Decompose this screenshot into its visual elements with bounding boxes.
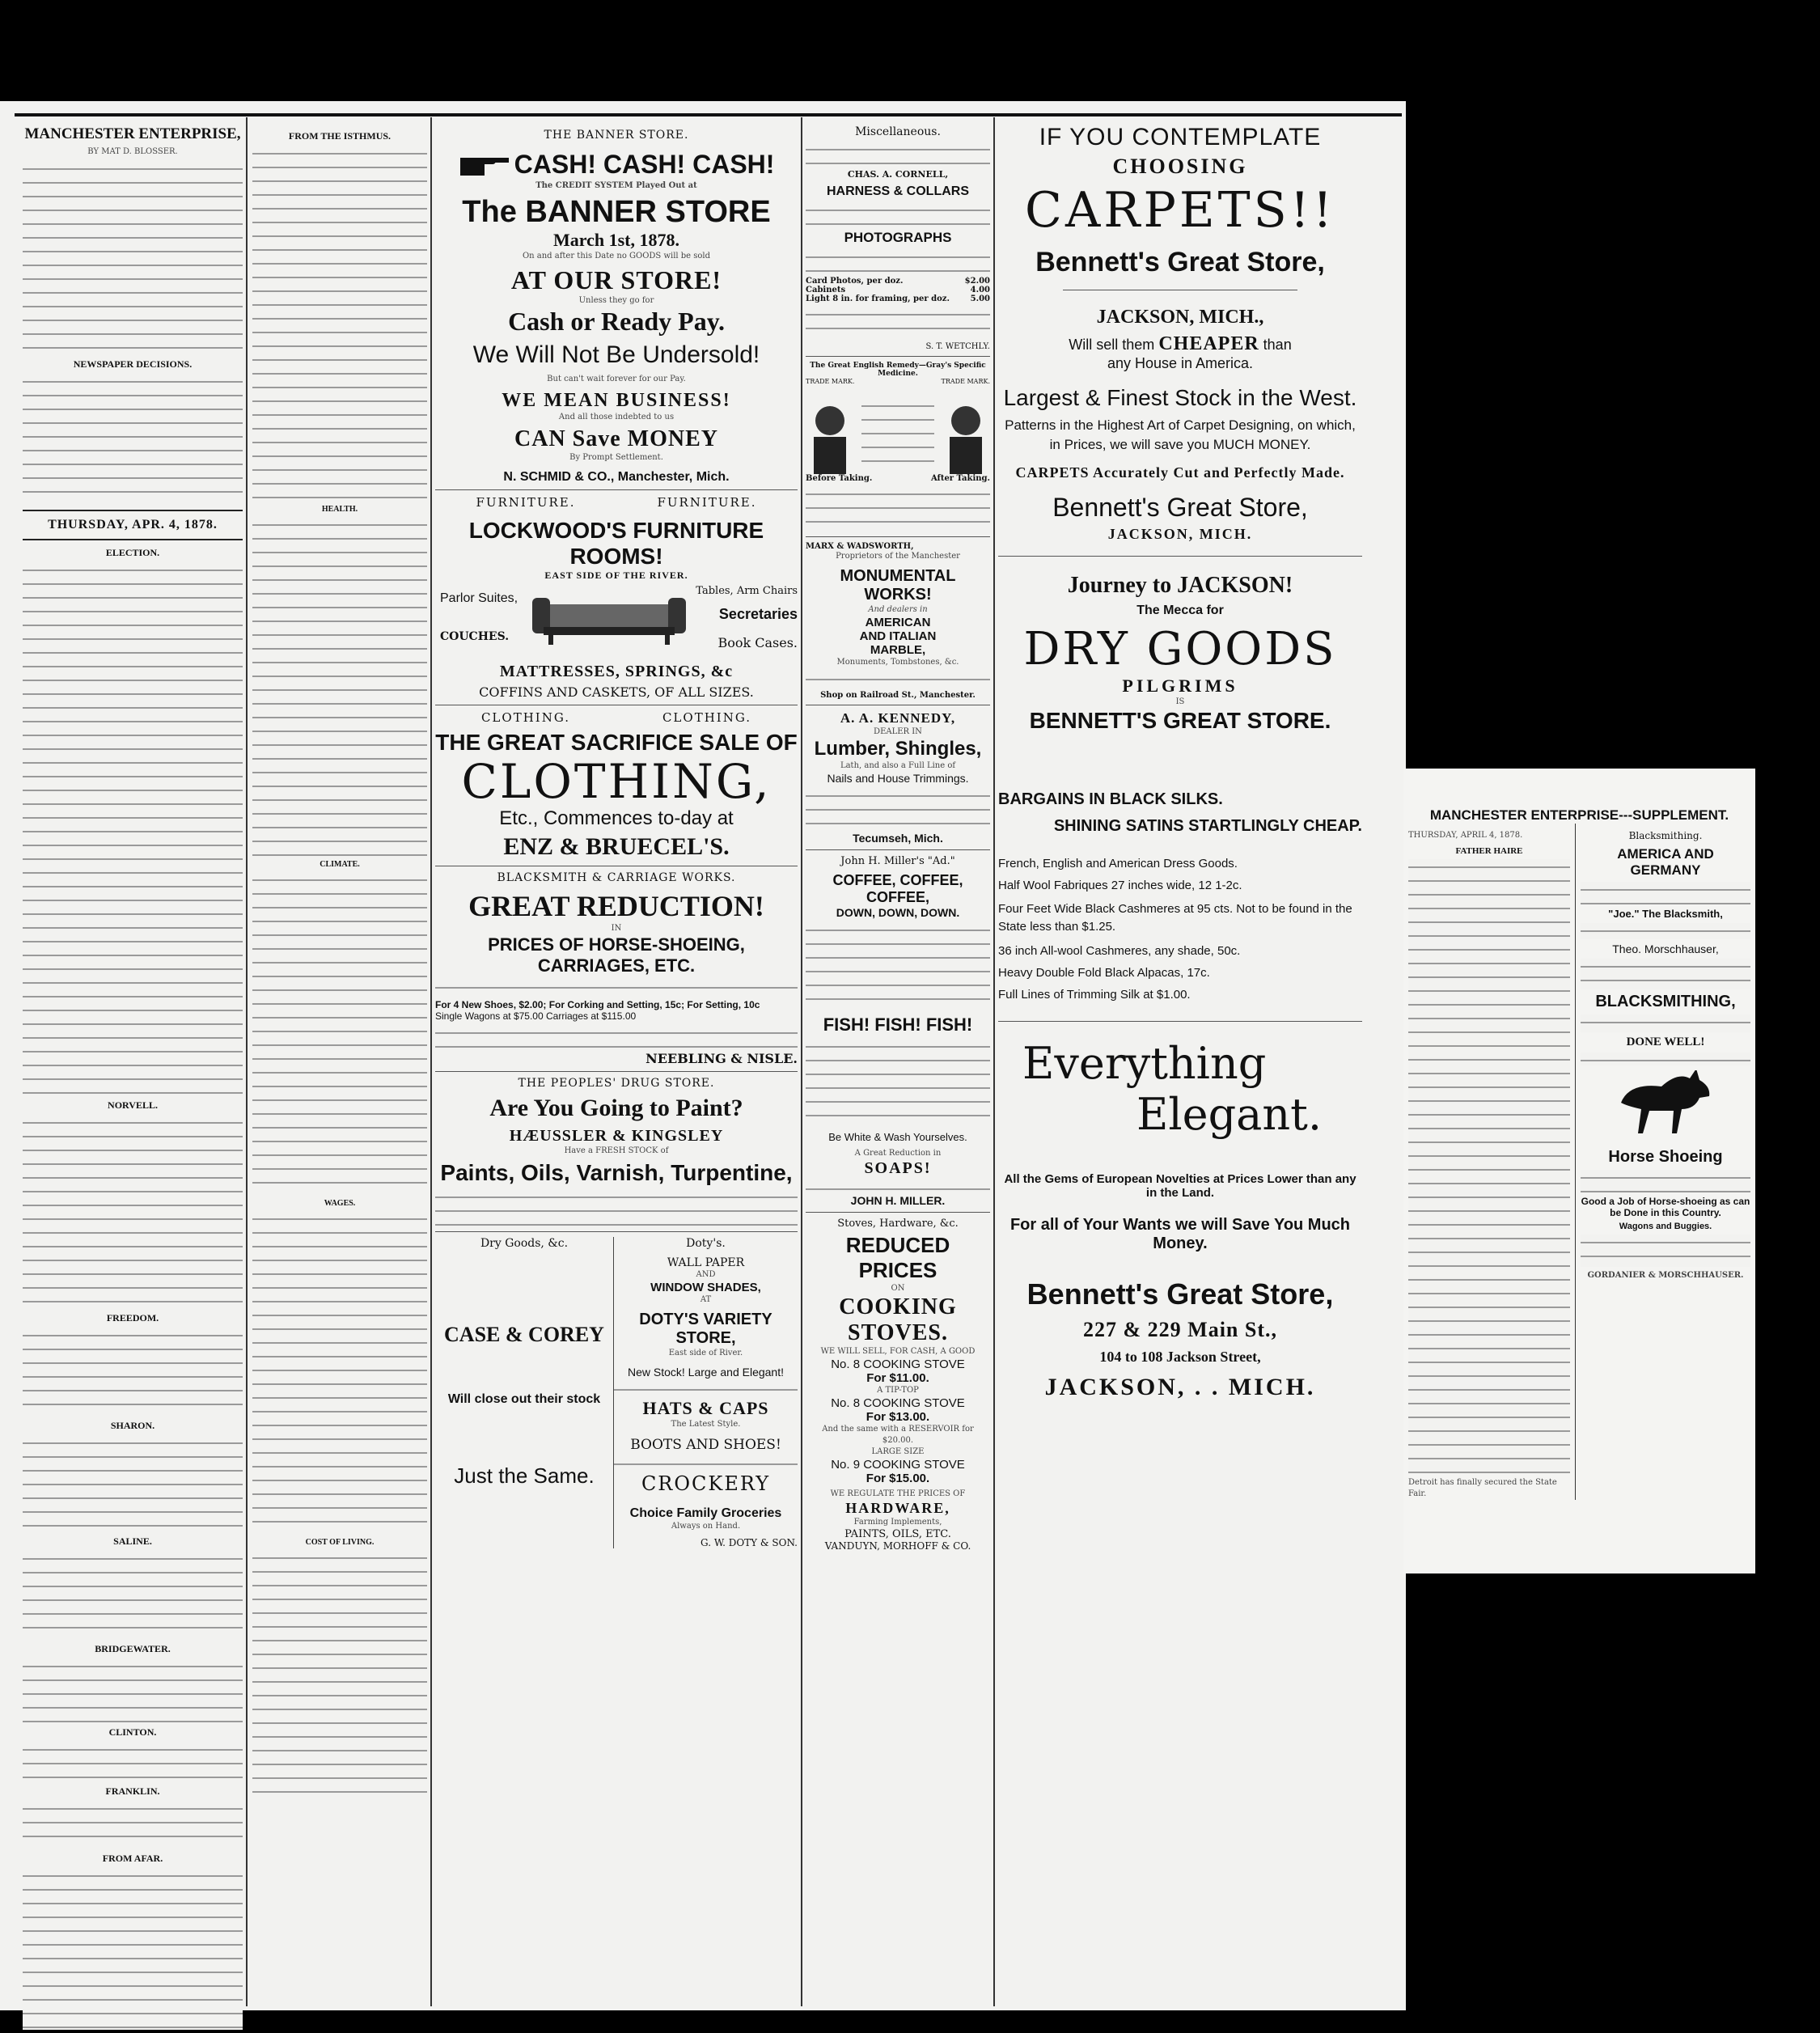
ad-text: BOOTS AND SHOES! (630, 1437, 781, 1453)
ad-headline: AMERICA AND GERMANY (1617, 846, 1714, 878)
ad-text: Will sell them (1069, 337, 1155, 353)
text-block (1408, 859, 1570, 1474)
ad-text: Patterns in the Highest Art of Carpet Designing, on which, in Prices, we will save you MUCH MONEY. (1005, 417, 1356, 452)
section-heading: CLIMATE. (320, 860, 360, 869)
ad-heading: THE BANNER STORE. (544, 129, 689, 142)
store-name: Bennett's Great Store, (1035, 247, 1325, 277)
ad-headline: AT OUR STORE! (510, 265, 722, 294)
ad-text: Secretaries (718, 606, 798, 622)
ad-text: Be White & Wash Yourselves. (828, 1131, 967, 1143)
ad-text: than (1263, 337, 1292, 353)
divider (806, 849, 990, 850)
ad-signature: A. A. KENNEDY, (840, 710, 956, 726)
section-heading: SHARON. (110, 1420, 155, 1431)
section-heading: FREEDOM. (106, 1312, 159, 1324)
ad-signature: VANDUYN, MORHOFF & CO. (824, 1540, 971, 1552)
section-heading: Stoves, Hardware, &c. (837, 1218, 959, 1230)
text-block (806, 249, 990, 273)
ad-signature: N. SCHMID & CO., Manchester, Mich. (503, 470, 730, 484)
ad-text: "Joe." The Blacksmith, (1608, 908, 1723, 920)
ad-text: Monuments, Tombstones, &c. (836, 658, 959, 667)
divider (23, 510, 243, 511)
ad-text: Wagons and Buggies. (1619, 1222, 1712, 1231)
ad-text: AMERICAN (865, 616, 931, 629)
price-value: 5.00 (970, 294, 990, 303)
top-rule (15, 113, 1402, 116)
ad-headline: GREAT REDUCTION! (468, 890, 764, 922)
ad-address: 104 to 108 Jackson Street, (1099, 1349, 1261, 1365)
portrait-before-icon (806, 401, 854, 474)
text-block (1581, 959, 1750, 989)
ad-price: For $13.00. (866, 1410, 930, 1424)
text-block (252, 872, 427, 1196)
ad-signature: G. W. DOTY & SON. (700, 1537, 798, 1548)
ad-text: Shop on Railroad St., Manchester. (820, 691, 976, 700)
ad-signature: NEEBLING & NISLE. (645, 1051, 798, 1066)
text-block (23, 1742, 243, 1782)
ad-text: Farming Implements, (853, 1518, 942, 1527)
ad-location: JACKSON, . . MICH. (1044, 1374, 1316, 1400)
ad-text: Parlor Suites, (440, 591, 518, 605)
divider (806, 356, 990, 357)
date-line: THURSDAY, APRIL 4, 1878. (1408, 831, 1523, 840)
ad-text: The CREDIT SYSTEM Played Out at (535, 181, 697, 190)
section-heading: John H. Miller's "Ad." (840, 855, 955, 867)
ad-headline: DOWN, DOWN, DOWN. (836, 906, 960, 919)
ad-text: Full Lines of Trimming Silk at $1.00. (998, 988, 1191, 1002)
section-heading: BLACKSMITH & CARRIAGE WORKS. (497, 871, 736, 884)
ad-headline: MATTRESSES, SPRINGS, &c (499, 663, 734, 680)
caption: After Taking. (930, 474, 990, 483)
store-name: BENNETT'S GREAT STORE. (1029, 708, 1331, 733)
text-block (806, 486, 990, 532)
ad-signature: ENZ & BRUECEL'S. (503, 833, 730, 860)
ad-headline: MONUMENTAL WORKS! (840, 567, 956, 604)
text-block (23, 374, 243, 503)
ad-headline: COOKING (839, 1294, 957, 1319)
cash-headline: CASH! CASH! CASH! (514, 150, 775, 179)
section-heading: COST OF LIVING. (305, 1538, 375, 1547)
ad-text: And dealers in (868, 605, 928, 614)
text-block (252, 146, 427, 502)
ad-headline: Just the Same. (454, 1463, 595, 1488)
news-item: Detroit has finally secured the State Fair. (1408, 1478, 1557, 1498)
section-heading: CLOTHING. (662, 710, 752, 725)
section-heading: CLOTHING. (480, 710, 571, 725)
text-block (1581, 1014, 1750, 1032)
text-block (806, 1039, 990, 1128)
section-heading: Doty's. (686, 1237, 726, 1250)
ad-text: Heavy Double Fold Black Alpacas, 17c. (998, 966, 1210, 980)
text-block (1581, 882, 1750, 904)
column-2 (252, 117, 427, 1796)
ad-text: DEALER IN (874, 727, 922, 736)
price-label: Light 8 in. for framing, per doz. (806, 294, 950, 303)
text-block (1581, 1053, 1750, 1065)
text-block (806, 1181, 990, 1191)
ad-text: IN (611, 924, 622, 933)
text-block (806, 202, 990, 227)
section-heading: Miscellaneous. (855, 125, 941, 138)
ad-headline: PRICES OF HORSE-SHOEING, CARRIAGES, ETC. (488, 934, 745, 976)
ad-text: PAINTS, OILS, ETC. (844, 1528, 951, 1540)
ad-headline: CARPETS!! (1025, 182, 1335, 239)
ad-signature: MARX & WADSWORTH, (806, 542, 914, 551)
ad-text: WALL PAPER (667, 1256, 745, 1269)
ad-text: IS (1175, 697, 1185, 706)
text-block (1581, 923, 1750, 939)
ad-text: Always on Hand. (671, 1522, 741, 1531)
ad-location: JACKSON, MICH. (1107, 526, 1253, 542)
ad-text: TRADE MARK. (806, 378, 855, 385)
text-block (861, 398, 934, 471)
ad-headline: CASE & COREY (444, 1323, 604, 1346)
ad-text: BARGAINS IN BLACK SILKS. (998, 790, 1223, 808)
text-block (806, 788, 990, 828)
ad-text: Have a FRESH STOCK of (564, 1146, 669, 1155)
text-block (614, 1382, 798, 1395)
section-heading: THE PEOPLES' DRUG STORE. (518, 1077, 715, 1090)
price-label: Cabinets (806, 286, 846, 294)
ad-text: Etc., Commences to-day at (499, 807, 734, 829)
section-heading: CLINTON. (108, 1726, 157, 1738)
ad-text: AND ITALIAN (859, 629, 937, 643)
section-heading: Blacksmithing. (1628, 830, 1703, 841)
ad-text: 36 inch All-wool Cashmeres, any shade, 50c. (998, 944, 1241, 958)
ad-text: Good a Job of Horse-shoeing as can be Done in this Country. (1581, 1196, 1750, 1218)
text-block (1581, 1235, 1750, 1267)
column-5 (998, 117, 1362, 1401)
ad-signature: JOHN H. MILLER. (850, 1194, 946, 1207)
ad-headline: SOAPS! (864, 1159, 932, 1177)
ad-text: AND (696, 1270, 716, 1279)
section-heading: FURNITURE. (657, 495, 757, 510)
text-block (435, 1189, 798, 1226)
pointing-hand-icon (459, 150, 510, 177)
ad-text: On and after this Date no GOODS will be sold (522, 252, 711, 260)
ad-text: CARPETS Accurately Cut and Perfectly Made. (1015, 464, 1345, 481)
ad-text: any House in America. (1107, 355, 1254, 371)
store-name: Bennett's Great Store, (1052, 493, 1308, 522)
ad-text: TRADE MARK. (941, 378, 990, 385)
text-block (23, 1328, 243, 1417)
ad-text: Will close out their stock (447, 1392, 601, 1406)
section-heading: SALINE. (113, 1535, 152, 1547)
divider (998, 556, 1362, 557)
ad-headline: COFFEE, COFFEE, COFFEE, (832, 872, 963, 905)
ad-text: Choice Family Groceries (629, 1506, 782, 1520)
ad-text: WE REGULATE THE PRICES OF (830, 1489, 966, 1498)
ad-text: WE WILL SELL, FOR CASH, A GOOD (820, 1347, 976, 1356)
section-heading: BRIDGEWATER. (95, 1643, 171, 1654)
price-label: Card Photos, per doz. (806, 277, 904, 286)
text-block (23, 1435, 243, 1532)
ad-text: The Great English Remedy—Gray's Specific Medicine. (810, 362, 986, 378)
ad-text: ON (891, 1284, 905, 1293)
ad-headline: We Will Not Be Undersold! (472, 341, 760, 368)
masthead: MANCHESTER ENTERPRISE, (24, 125, 241, 142)
divider (998, 1021, 1362, 1022)
text-block (252, 1211, 427, 1535)
text-block (23, 1551, 243, 1640)
ad-headline: THE GREAT SACRIFICE SALE OF (435, 730, 798, 755)
text-block (23, 1115, 243, 1309)
ad-headline: Lumber, Shingles, (814, 738, 982, 760)
ad-text: AT (700, 1295, 712, 1304)
section-heading: HEALTH. (321, 505, 358, 514)
column-divider (430, 117, 432, 2006)
ad-headline: CROCKERY (641, 1472, 771, 1495)
text-block (23, 562, 243, 1096)
section-heading: FRANKLIN. (105, 1785, 160, 1797)
column-divider (801, 117, 802, 2006)
ad-price: For $11.00. (866, 1371, 929, 1385)
ad-text: Lath, and also a Full Line of (840, 761, 956, 770)
ad-text: All the Gems of European Novelties at Prices Lower than any in the Land. (1004, 1172, 1357, 1200)
ad-price: For $15.00. (866, 1472, 930, 1485)
ad-text: Tecumseh, Mich. (853, 832, 943, 845)
ad-headline: Journey to JACKSON! (1067, 573, 1293, 598)
column-4 (806, 117, 990, 1552)
supplement-title: MANCHESTER ENTERPRISE---SUPPLEMENT. (1429, 807, 1729, 823)
ad-text: East side of River. (668, 1349, 743, 1357)
section-heading: NORVELL. (108, 1099, 158, 1111)
ad-text: For all of Your Wants we will Save You Much Money. (1009, 1216, 1351, 1252)
ad-title: The BANNER STORE (462, 195, 771, 229)
horse-icon (1605, 1070, 1726, 1143)
section-heading: FATHER HAIRE (1455, 846, 1523, 856)
ad-date: March 1st, 1878. (552, 230, 680, 250)
ad-headline: REDUCED PRICES (845, 1233, 950, 1282)
divider (806, 1212, 990, 1213)
ad-headline: DONE WELL! (1626, 1036, 1705, 1048)
ad-signature: S. T. WETCHLY. (925, 342, 990, 351)
ad-headline: Everything (1022, 1038, 1267, 1089)
text-block (1581, 1170, 1750, 1192)
divider (435, 1231, 798, 1232)
ad-text: Nails and House Trimmings. (827, 772, 969, 785)
ad-text: The Latest Style. (671, 1420, 741, 1429)
text-block (806, 671, 990, 688)
store-name: Bennett's Great Store, (1026, 1277, 1334, 1311)
caption: Before Taking. (806, 474, 873, 483)
ad-headline: DOTY'S VARIETY STORE, (639, 1311, 772, 1347)
text-block (806, 307, 990, 339)
ad-text: Half Wool Fabriques 27 inches wide, 12 1-2c. (998, 879, 1242, 892)
text-block (23, 1868, 243, 2030)
ad-headline: FISH! FISH! FISH! (823, 1014, 973, 1035)
ad-text: And the same with a RESERVOIR for $20.00. (822, 1425, 974, 1445)
ad-text: WINDOW SHADES, (650, 1281, 761, 1294)
column-divider (993, 117, 995, 2006)
divider (435, 489, 798, 490)
text-block (23, 1658, 243, 1723)
price-value: $2.00 (964, 277, 990, 286)
ad-headline: IF YOU CONTEMPLATE (1039, 124, 1322, 150)
text-block (23, 1801, 243, 1849)
ad-text: EAST SIDE OF THE RIVER. (544, 570, 688, 581)
ad-text: For 4 New Shoes, $2.00; For Corking and Setting, 15c; For Setting, 10c (435, 999, 760, 1010)
ad-text: A TIP-TOP (877, 1386, 919, 1395)
ad-text: A Great Reduction in (854, 1149, 942, 1158)
ad-text: Four Feet Wide Black Cashmeres at 95 cts. Not to be found in the State less than $1.25. (998, 902, 1352, 934)
ad-text: No. 9 COOKING STOVE (831, 1458, 965, 1472)
ad-text: But can't wait forever for our Pay. (547, 375, 686, 383)
ad-headline: HARNESS & COLLARS (826, 184, 969, 198)
ad-headline: DRY GOODS (1023, 623, 1337, 676)
ad-headline: Paints, Oils, Varnish, Turpentine, (440, 1160, 793, 1185)
ad-headline: COFFINS AND CASKETS, OF ALL SIZES. (479, 684, 754, 700)
ad-headline: STOVES. (848, 1320, 948, 1345)
ad-headline: BLACKSMITHING, (1595, 993, 1736, 1010)
ad-text: No. 8 COOKING STOVE (831, 1396, 965, 1410)
divider (435, 1071, 798, 1072)
text-block (806, 922, 990, 1011)
ad-headline: LOCKWOOD'S FURNITURE ROOMS! (468, 518, 764, 569)
ad-signature: GORDANIER & MORSCHHAUSER. (1587, 1271, 1744, 1280)
ad-emphasis: CHEAPER (1158, 333, 1259, 354)
ad-text: Proprietors of the Manchester (836, 552, 960, 561)
ad-text: And all those indebted to us (558, 413, 675, 421)
ad-headline: HARDWARE, (845, 1500, 950, 1516)
ad-text: MARBLE, (870, 643, 926, 657)
section-heading: Dry Goods, &c. (480, 1237, 569, 1250)
ad-headline: Are You Going to Paint? (489, 1095, 743, 1121)
ad-location: JACKSON, MICH., (1096, 307, 1264, 328)
portrait-after-icon (942, 401, 990, 474)
ad-signature: HÆUSSLER & KINGSLEY (509, 1127, 724, 1145)
ad-headline: WE MEAN BUSINESS! (502, 390, 731, 411)
price-value: 4.00 (970, 286, 990, 294)
ad-text: COUCHES. (440, 630, 510, 643)
ad-signature: Theo. Morschhauser, (1612, 942, 1719, 955)
text-block (435, 1025, 798, 1048)
divider (23, 539, 243, 540)
text-block (23, 161, 243, 355)
ad-headline: Elegant. (1136, 1089, 1322, 1140)
column-1 (23, 117, 243, 2033)
text-block (614, 1456, 798, 1469)
ad-headline: HATS & CAPS (642, 1398, 769, 1418)
section-heading: ELECTION. (105, 547, 160, 558)
sofa-icon (532, 590, 686, 646)
text-block (252, 517, 427, 857)
ad-headline: Cash or Ready Pay. (508, 307, 725, 336)
supplement-page (1403, 769, 1755, 1573)
ad-address: 227 & 229 Main St., (1083, 1318, 1277, 1341)
ad-headline: Horse Shoeing (1608, 1148, 1723, 1166)
text-block (435, 980, 798, 996)
ad-text: PILGRIMS (1122, 676, 1238, 696)
byline: BY MAT D. BLOSSER. (87, 147, 178, 156)
column-divider (246, 117, 248, 2006)
ad-text: LARGE SIZE (871, 1447, 925, 1456)
text-block (806, 142, 990, 166)
ad-text: By Prompt Settlement. (569, 453, 663, 462)
section-heading: FROM AFAR. (102, 1853, 163, 1864)
section-heading: FURNITURE. (476, 495, 576, 510)
ad-headline: CAN Save MONEY (514, 426, 718, 451)
ad-text: Book Cases. (717, 635, 798, 650)
section-heading: NEWSPAPER DECISIONS. (73, 358, 193, 370)
text-block (252, 1550, 427, 1793)
ad-text: New Stock! Large and Elegant! (627, 1366, 784, 1379)
ad-headline: Largest & Finest Stock in the West. (1003, 385, 1357, 410)
ad-text: French, English and American Dress Goods. (998, 857, 1238, 870)
ad-headline: PHOTOGRAPHS (844, 230, 952, 245)
ad-text: No. 8 COOKING STOVE (831, 1357, 965, 1371)
ad-headline: CLOTHING, (461, 754, 772, 809)
ad-headline: CHOOSING (1112, 155, 1248, 178)
ad-text: SHINING SATINS STARTLINGLY CHEAP. (1053, 817, 1362, 835)
ad-text: The Mecca for (1136, 604, 1224, 617)
column-3 (435, 117, 798, 1548)
ad-text: Unless they go for (578, 296, 654, 305)
date-line: THURSDAY, APR. 4, 1878. (48, 518, 218, 532)
ad-text: Single Wagons at $75.00 Carriages at $115.00 (435, 1010, 637, 1022)
ad-signature: CHAS. A. CORNELL, (847, 169, 949, 180)
ad-text: Tables, Arm Chairs (696, 585, 798, 597)
divider (806, 536, 990, 537)
section-heading: WAGES. (324, 1199, 356, 1208)
section-heading: FROM THE ISTHMUS. (288, 130, 392, 142)
